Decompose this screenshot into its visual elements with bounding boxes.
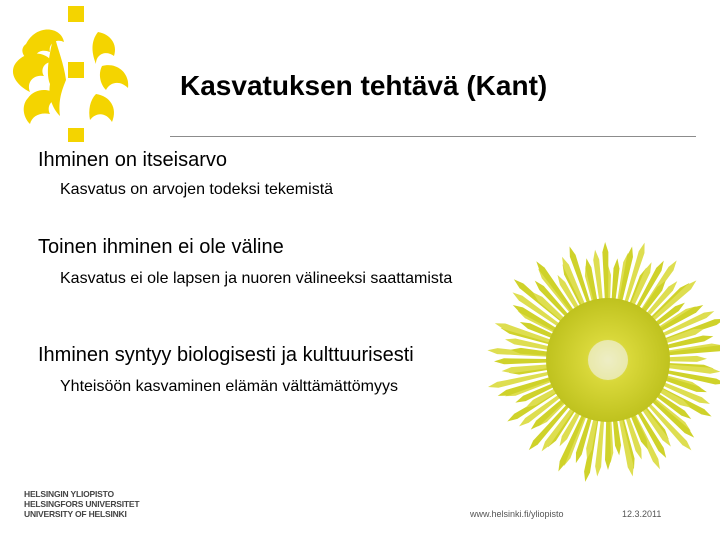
bullet-2-sub-1: Kasvatus ei ole lapsen ja nuoren välineeksi saattamista (60, 270, 453, 287)
university-wordmark: HELSINGIN YLIOPISTO HELSINGFORS UNIVERSITET UNIVERSITY OF HELSINKI (24, 489, 140, 519)
footer-date: 12.3.2011 (622, 509, 662, 519)
bullet-3-sub-1: Yhteisöön kasvaminen elämän välttämättömyys (60, 378, 398, 395)
title-divider (170, 136, 696, 137)
dandelion-image (478, 222, 720, 492)
slide-title: Kasvatuksen tehtävä (Kant) (180, 70, 548, 101)
university-flame-logo (6, 4, 154, 144)
bullet-1: Ihminen on itseisarvo (38, 149, 227, 171)
bullet-1-sub-1: Kasvatus on arvojen todeksi tekemistä (60, 181, 334, 198)
bullet-2: Toinen ihminen ei ole väline (38, 236, 284, 258)
bullet-3: Ihminen syntyy biologisesti ja kulttuurisesti (38, 344, 414, 366)
footer-url: www.helsinki.fi/yliopisto (470, 509, 564, 519)
